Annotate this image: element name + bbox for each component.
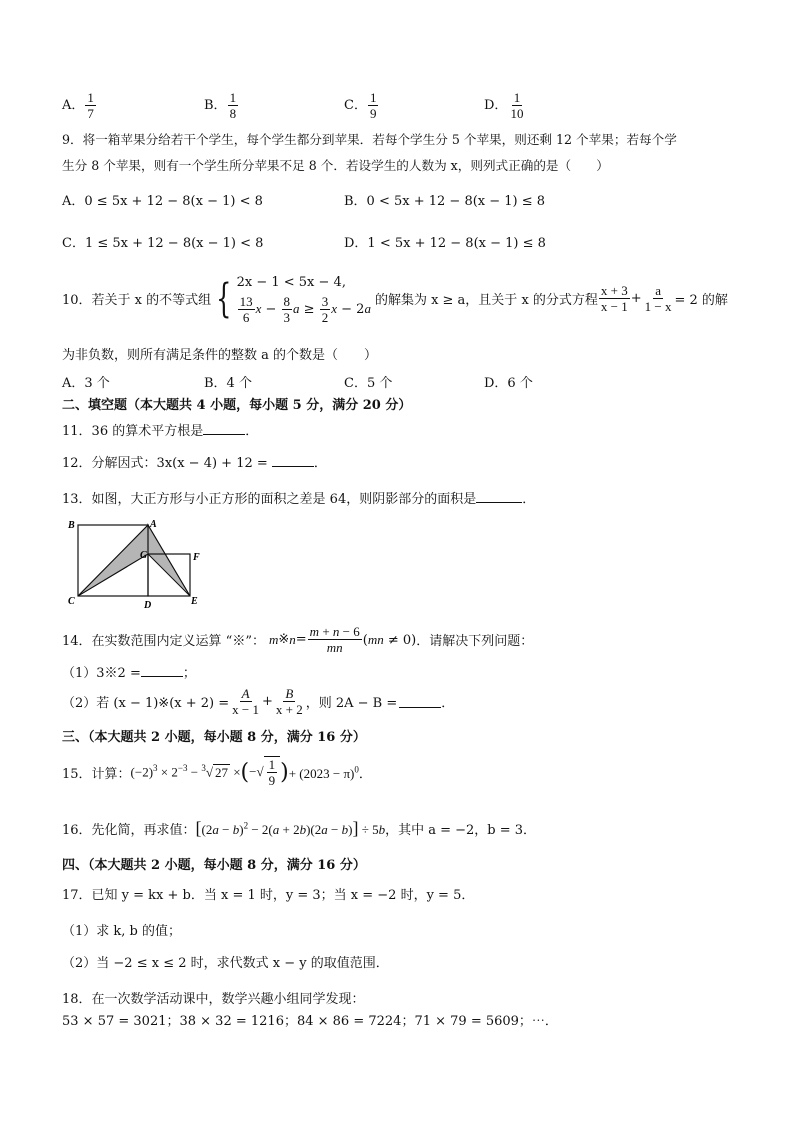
q10-option-b: B．4 个 bbox=[204, 376, 252, 391]
q9-line-2: 生分 8 个苹果，则有一个学生所分苹果不足 8 个．若设学生的人数为 x，则列式正确的是（ ） bbox=[62, 158, 609, 173]
q8-option-a: A． $\frac{1}{7}$ bbox=[62, 90, 94, 121]
q10-statement: 10．若关于 x 的不等式组 { 2x − 1 < 5x − 4, $\frac{13}{6}$ x − $\frac{8}{3}$ a ≥ $\frac{3}{2}$ x − 2a 的解集为 x ≥ a，且关于 x 的分式方程 $\frac{x + 3}{x - 1}$ + $\frac{a}{1 - x}$ = 2 的解 bbox=[62, 272, 728, 325]
label-g: G bbox=[140, 550, 148, 561]
q10-inequality-1: 2x − 1 < 5x − 4, bbox=[236, 275, 346, 290]
q8-option-d: D． $\frac{1}{10}$ bbox=[484, 90, 524, 121]
q10-option-a: A．3 个 bbox=[62, 376, 110, 391]
q17-part-2: （2）当 −2 ≤ x ≤ 2 时，求代数式 x − y 的取值范围． bbox=[62, 956, 389, 971]
q13-figure bbox=[62, 516, 212, 612]
label-e: E bbox=[191, 596, 198, 607]
q18: 18．在一次数学活动课中，数学兴趣小组同学发现： bbox=[62, 992, 365, 1007]
q17: 17．已知 y = kx + b．当 x = 1 时，y = 3；当 x = −2 时，y = 5． bbox=[62, 888, 475, 903]
label-a: A bbox=[150, 519, 157, 530]
q10-option-d: D．6 个 bbox=[484, 376, 533, 391]
label-c: C bbox=[68, 596, 75, 607]
q12: 12．分解因式：3x(x − 4) + 12 = ． bbox=[62, 456, 327, 471]
q14-part-2: （2）若 (x − 1)※(x + 2) = $\frac{A}{x - 1}$ + $\frac{B}{x + 2}$ ，则 2A − B = ． bbox=[62, 686, 455, 717]
q11: 11．36 的算术平方根是 ． bbox=[62, 424, 259, 439]
q9-option-d: D．1 < 5x + 12 − 8(x − 1) ≤ 8 bbox=[344, 236, 546, 251]
q10-suffix: = 2 的解 bbox=[674, 293, 728, 308]
q8-option-c: C． $\frac{1}{9}$ bbox=[344, 90, 377, 121]
q14: 14．在实数范围内定义运算 “※”： m ※ n = $\frac{m + n - 6}{mn}$ (mn ≠ 0) ．请解决下列问题： bbox=[62, 624, 534, 655]
q17-part-1: （1）求 k, b 的值； bbox=[62, 924, 181, 939]
q14-part-1: （1）3※2 = ； bbox=[62, 666, 196, 681]
q9-option-c: C．1 ≤ 5x + 12 − 8(x − 1) < 8 bbox=[62, 236, 264, 251]
section-2-heading: 二、填空题（本大题共 4 小题，每小题 5 分，满分 20 分） bbox=[62, 398, 412, 413]
q10-frac-2: $\frac{a}{1 - x}$ bbox=[644, 283, 672, 314]
label-b: B bbox=[68, 520, 75, 531]
q10-inequality-2: $\frac{13}{6}$ x − $\frac{8}{3}$ a ≥ $\frac{3}{2}$ x − 2a bbox=[239, 294, 371, 325]
q10-line-2: 为非负数，则所有满足条件的整数 a 的个数是（ ） bbox=[62, 348, 378, 363]
q9-option-a: A．0 ≤ 5x + 12 − 8(x − 1) < 8 bbox=[62, 194, 263, 209]
label-f: F bbox=[193, 552, 200, 563]
q8-option-b: B． $\frac{1}{8}$ bbox=[204, 90, 237, 121]
q10-brace: { bbox=[216, 275, 232, 322]
q9-line-1: 9．将一箱苹果分给若干个学生，每个学生都分到苹果．若每个学生分 5 个苹果，则还剩 12 个苹果；若每个学 bbox=[62, 132, 677, 147]
q10-inequality-system bbox=[237, 272, 371, 325]
q9-option-b: B．0 < 5x + 12 − 8(x − 1) ≤ 8 bbox=[344, 194, 546, 209]
q15: 15．计算： $(-2)^3 \times 2^{-3} - ^3√$ 27 × ( −√ $\frac{1}{9}$ ) + $(2023 - \pi)^0$． bbox=[62, 757, 372, 788]
q10-frac-1: $\frac{x + 3}{x - 1}$ bbox=[600, 283, 628, 314]
label-d: D bbox=[144, 600, 152, 611]
q13: 13．如图，大正方形与小正方形的面积之差是 64，则阴影部分的面积是 ． bbox=[62, 492, 536, 507]
q10-option-c: C．5 个 bbox=[344, 376, 393, 391]
section-4-heading: 四、（本大题共 2 小题，每小题 8 分，满分 16 分） bbox=[62, 858, 366, 873]
q18-examples: 53 × 57 = 3021；38 × 32 = 1216；84 × 86 = 7224；71 × 79 = 5609；⋯． bbox=[62, 1014, 558, 1029]
section-3-heading: 三、（本大题共 2 小题，每小题 8 分，满分 16 分） bbox=[62, 730, 366, 745]
q10-prefix: 10．若关于 x 的不等式组 bbox=[62, 293, 212, 308]
q16: 16．先化简，再求值： $[(2a - b)^2 - 2(a + 2b)(2a - b)] \div 5b$ ，其中 a = −2，b = 3． bbox=[62, 818, 537, 838]
q10-mid: 的解集为 x ≥ a，且关于 x 的分式方程 bbox=[374, 293, 598, 308]
